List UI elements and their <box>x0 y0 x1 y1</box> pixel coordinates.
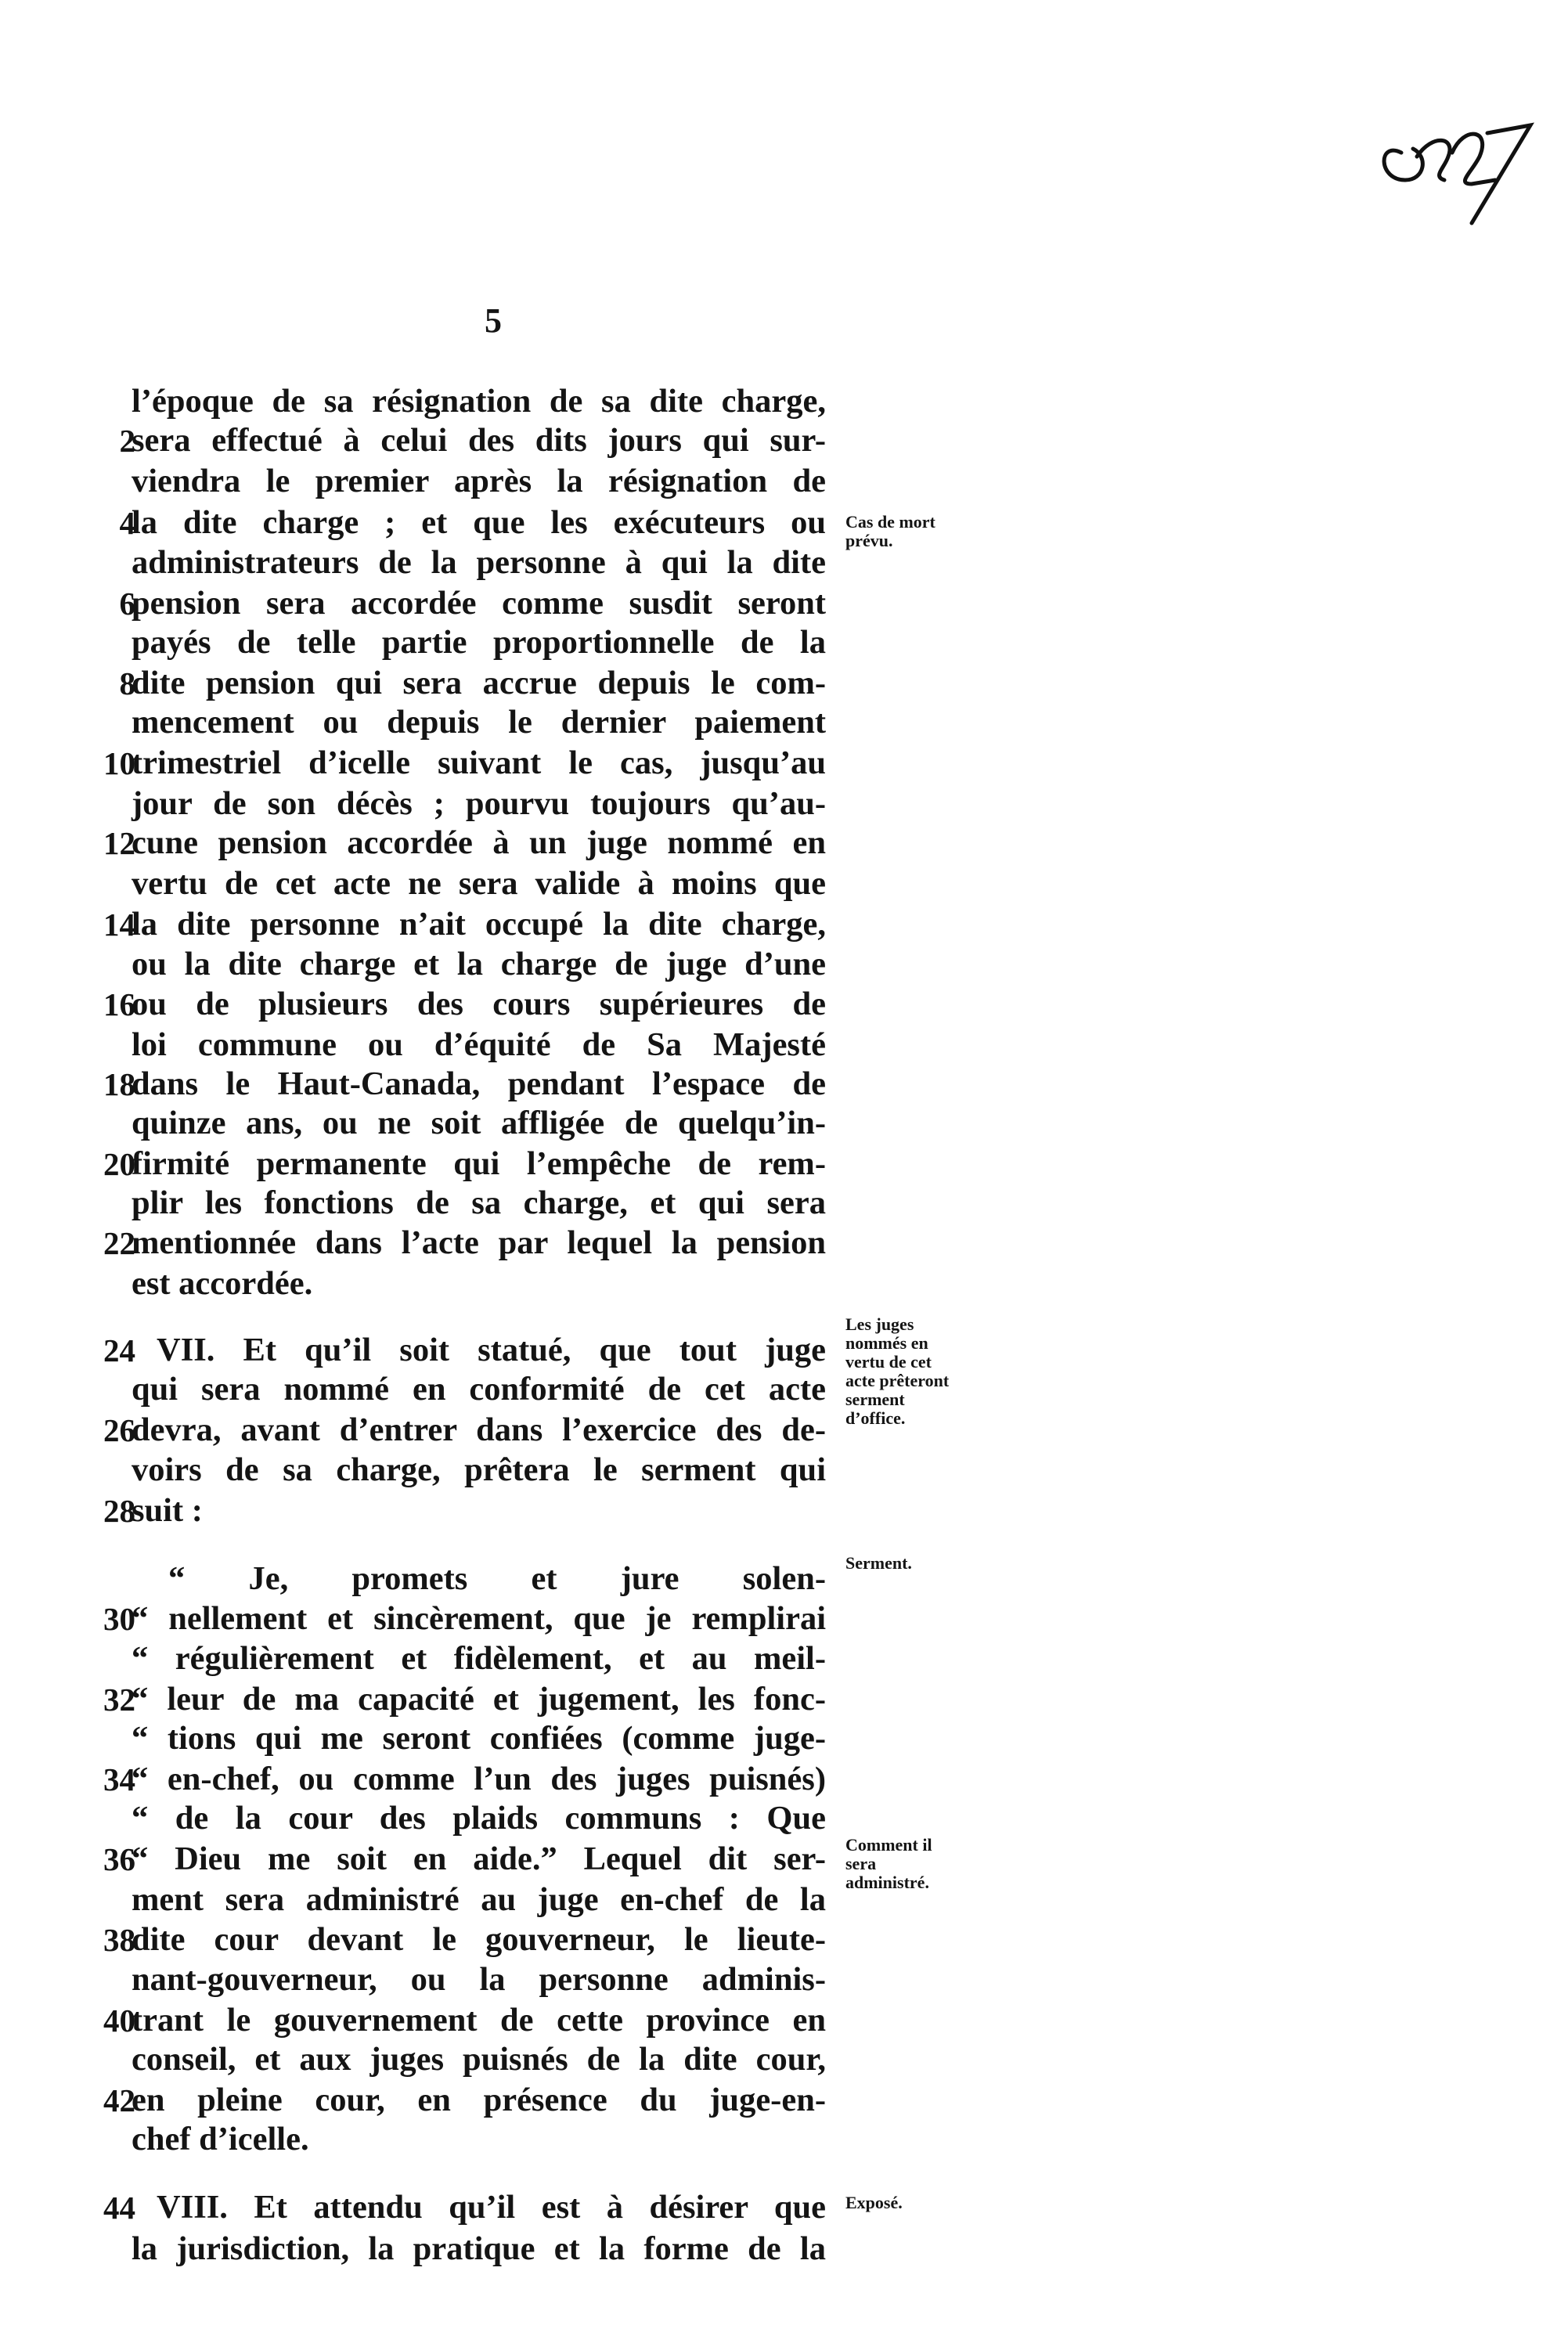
line-text: conseil, et aux juges puisnés de la dite cour, <box>132 2041 826 2078</box>
handwritten-folio-mark <box>1370 78 1534 227</box>
text-line <box>0 1184 845 1223</box>
line-text: “ leur de ma capacité et jugement, les fonc- <box>132 1681 826 1718</box>
text-line <box>0 703 845 742</box>
text-line <box>0 584 845 623</box>
text-line <box>0 905 845 944</box>
line-number: 30 <box>103 1601 135 1637</box>
text-line <box>0 664 845 703</box>
line-text: la dite personne n’ait occupé la dite charge, <box>132 906 826 943</box>
text-line <box>0 784 845 824</box>
text-line <box>0 1104 845 1143</box>
line-number: 14 <box>103 907 135 943</box>
text-line <box>0 2081 845 2120</box>
line-text: payés de telle partie proportionnelle de la <box>132 624 826 661</box>
line-number: 6 <box>119 586 135 622</box>
line-text: trant le gouvernement de cette province en <box>132 2002 826 2039</box>
line-text: dite cour devant le gouverneur, le lieute- <box>132 1921 826 1958</box>
text-line <box>0 1491 845 1530</box>
line-text: “ de la cour des plaids communs : Que <box>132 1800 826 1837</box>
text-line <box>0 1799 845 1838</box>
text-line <box>0 1559 845 1599</box>
line-text: firmité permanente qui l’empêche de rem- <box>132 1145 826 1182</box>
text-line <box>0 1264 845 1303</box>
text-line <box>0 824 845 863</box>
text-line <box>0 382 845 421</box>
text-line <box>0 1680 845 1719</box>
line-number: 42 <box>103 2082 135 2118</box>
line-number: 24 <box>103 1332 135 1368</box>
text-line <box>0 1639 845 1678</box>
text-line <box>0 864 845 903</box>
line-number: 44 <box>103 2190 135 2226</box>
line-number: 22 <box>103 1225 135 1261</box>
text-line <box>0 2188 845 2227</box>
line-text: nant-gouverneur, ou la personne adminis- <box>132 1961 826 1998</box>
text-line <box>0 744 845 783</box>
text-line <box>0 1719 845 1758</box>
line-text: ment sera administré au juge en-chef de la <box>132 1881 826 1918</box>
text-line <box>0 1760 845 1799</box>
line-text: “ nellement et sincèrement, que je remplirai <box>132 1600 826 1637</box>
line-number: 38 <box>103 1922 135 1958</box>
line-text: sera effectué à celui des dits jours qui sur- <box>132 422 826 459</box>
line-number: 34 <box>103 1761 135 1797</box>
line-number: 36 <box>103 1841 135 1877</box>
page-number: 5 <box>485 301 502 340</box>
text-line <box>0 1331 845 1370</box>
text-line <box>0 1599 845 1638</box>
text-line <box>0 1451 845 1490</box>
line-number: 20 <box>103 1146 135 1182</box>
margin-note: Exposé. <box>845 2193 903 2212</box>
line-text: la jurisdiction, la pratique et la forme de la <box>132 2230 826 2267</box>
line-number: 40 <box>103 2003 135 2039</box>
line-number: 18 <box>103 1066 135 1102</box>
line-number: 32 <box>103 1682 135 1718</box>
line-text: “ tions qui me seront confiées (comme juge- <box>132 1720 826 1757</box>
line-text: mentionnée dans l’acte par lequel la pension <box>132 1224 826 1261</box>
text-line <box>0 623 845 662</box>
line-text: dans le Haut-Canada, pendant l’espace de <box>132 1065 826 1102</box>
margin-note: Serment. <box>845 1553 912 1573</box>
line-text: VII. Et qu’il soit statué, que tout juge <box>157 1332 826 1368</box>
line-text: quinze ans, ou ne soit affligée de quelqu’in- <box>132 1105 826 1141</box>
line-text: est accordée. <box>132 1265 313 1302</box>
margin-note: Les juges nommés en vertu de cet acte prêteront serment d’office. <box>845 1314 950 1428</box>
line-text: en pleine cour, en présence du juge-en- <box>132 2082 826 2118</box>
text-line <box>0 543 845 582</box>
line-text: pension sera accordée comme susdit seront <box>132 585 826 622</box>
line-text: loi commune ou d’équité de Sa Majesté <box>132 1026 826 1063</box>
text-line <box>0 1411 845 1450</box>
line-text: administrateurs de la personne à qui la dite <box>132 544 826 581</box>
text-line <box>0 2120 845 2159</box>
text-line <box>0 503 845 543</box>
line-text: vertu de cet acte ne sera valide à moins que <box>132 865 826 902</box>
text-line <box>0 2230 845 2269</box>
text-line <box>0 421 845 460</box>
line-text: qui sera nommé en conformité de cet acte <box>132 1371 826 1408</box>
line-text: dite pension qui sera accrue depuis le com- <box>132 665 826 701</box>
text-line <box>0 1370 845 1409</box>
line-text: ou de plusieurs des cours supérieures de <box>132 986 826 1022</box>
line-text: mencement ou depuis le dernier paiement <box>132 704 826 741</box>
line-text: chef d’icelle. <box>132 2121 309 2158</box>
line-number: 12 <box>103 825 135 861</box>
text-line <box>0 1065 845 1104</box>
line-number: 28 <box>103 1493 135 1529</box>
line-number: 26 <box>103 1412 135 1448</box>
text-line <box>0 462 845 501</box>
text-line <box>0 1224 845 1263</box>
line-text: l’époque de sa résignation de sa dite charge, <box>132 383 826 420</box>
line-text: trimestriel d’icelle suivant le cas, jusqu’au <box>132 744 826 781</box>
line-number: 4 <box>119 505 135 541</box>
margin-note: Comment il sera administré. <box>845 1835 932 1892</box>
text-line <box>0 1026 845 1065</box>
text-line <box>0 1145 845 1184</box>
line-text: “ Je, promets et jure solen- <box>168 1560 826 1597</box>
line-text: cune pension accordée à un juge nommé en <box>132 824 826 861</box>
text-line <box>0 1880 845 1920</box>
line-text: devra, avant d’entrer dans l’exercice des de- <box>132 1411 826 1448</box>
text-line <box>0 2001 845 2040</box>
line-text: viendra le premier après la résignation de <box>132 463 826 499</box>
line-text: ou la dite charge et la charge de juge d’une <box>132 946 826 982</box>
text-line <box>0 945 845 984</box>
line-text: suit : <box>132 1492 203 1529</box>
text-line <box>0 1920 845 1959</box>
text-line <box>0 985 845 1024</box>
margin-note: Cas de mort prévu. <box>845 512 935 550</box>
line-text: la dite charge ; et que les exécuteurs ou <box>132 504 826 541</box>
line-text: jour de son décès ; pourvu toujours qu’au- <box>132 785 826 822</box>
line-text: VIII. Et attendu qu’il est à désirer que <box>157 2189 826 2226</box>
line-text: plir les fonctions de sa charge, et qui sera <box>132 1184 826 1221</box>
line-text: “ régulièrement et fidèlement, et au meil- <box>132 1640 826 1677</box>
line-number: 16 <box>103 986 135 1022</box>
line-text: voirs de sa charge, prêtera le serment qui <box>132 1451 826 1488</box>
text-line <box>0 1960 845 1999</box>
text-line <box>0 1840 845 1879</box>
line-number: 10 <box>103 745 135 781</box>
line-text: “ en-chef, ou comme l’un des juges puisnés) <box>132 1761 826 1797</box>
line-text: “ Dieu me soit en aide.” Lequel dit ser- <box>132 1840 826 1877</box>
line-number: 8 <box>119 665 135 701</box>
text-line <box>0 2040 845 2079</box>
line-number: 2 <box>119 423 135 459</box>
